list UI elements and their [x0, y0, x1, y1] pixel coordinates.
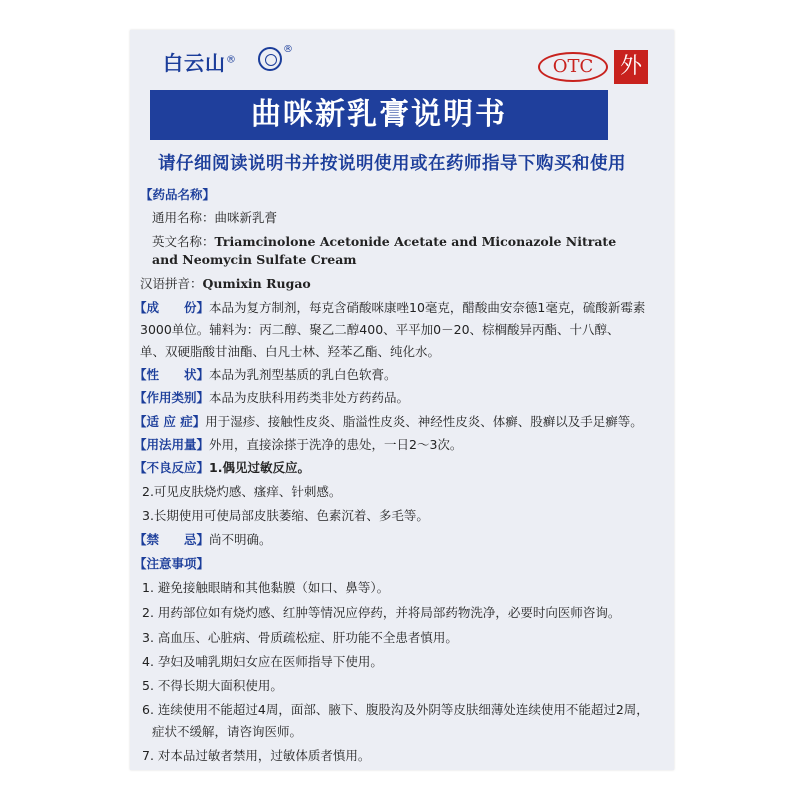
- precautions-heading: 【注意事项】: [134, 556, 210, 571]
- pinyin-row: 汉语拼音：Qumixin Rugao: [140, 276, 311, 291]
- otc-badge: OTC: [538, 52, 608, 82]
- precaution-item-5: 5. 不得长期大面积使用。: [142, 678, 283, 693]
- brand-name: 白云山: [163, 51, 226, 75]
- english-name-continued: and Neomycin Sulfate Cream: [152, 252, 357, 267]
- brand-logo: [163, 47, 237, 76]
- instruction-sheet: [130, 30, 674, 770]
- adverse-item-3: 3.长期使用可使局部皮肤萎缩、色素沉着、多毛等。: [142, 508, 429, 523]
- precaution-item-4: 4. 孕妇及哺乳期妇女应在医师指导下使用。: [142, 654, 383, 669]
- dosage-row: 【用法用量】外用，直接涂搽于洗净的患处，一日2～3次。: [134, 437, 463, 452]
- properties-row: 【性 状】本品为乳剂型基质的乳白色软膏。: [134, 367, 397, 382]
- composition-line-1: 【成 份】本品为复方制剂，每克含硝酸咪康唑10毫克，醋酸曲安奈德1毫克，硫酸新霉素: [134, 300, 646, 315]
- composition-line-2: 3000单位。辅料为：丙二醇、聚乙二醇400、平平加0－20、棕榈酸异丙酯、十八醇、: [140, 322, 620, 337]
- external-use-badge: 外: [614, 50, 648, 84]
- indications-row: 【适 应 症】用于湿疹、接触性皮炎、脂溢性皮炎、神经性皮炎、体癣、股癣以及手足癣等。: [134, 414, 643, 429]
- adverse-row: 【不良反应】1.偶见过敏反应。: [134, 460, 310, 475]
- precaution-item-2: 2. 用药部位如有烧灼感、红肿等情况应停药，并将局部药物洗净，必要时向医师咨询。: [142, 605, 621, 620]
- english-name-row: 英文名称：Triamcinolone Acetonide Acetate and Miconazole Nitrate: [152, 234, 617, 249]
- precaution-item-6: 6. 连续使用不能超过4周，面部、腋下、腹股沟及外阴等皮肤细薄处连续使用不能超过2周，: [142, 702, 649, 717]
- precaution-item-6-continued: 症状不缓解，请咨询医师。: [152, 724, 303, 739]
- composition-line-3: 单、双硬脂酸甘油酯、白凡士林、羟苯乙酯、纯化水。: [140, 344, 441, 359]
- precaution-item-1: 1. 避免接触眼睛和其他黏膜（如口、鼻等）。: [142, 580, 390, 595]
- section-drug-name-heading: 【药品名称】: [140, 187, 216, 202]
- usage-notice: 请仔细阅读说明书并按说明使用或在药师指导下购买和使用: [158, 154, 626, 174]
- generic-name-row: 通用名称：曲咪新乳膏: [152, 210, 278, 225]
- precaution-item-7: 7. 对本品过敏者禁用，过敏体质者慎用。: [142, 748, 371, 763]
- brand-registered-mark: ®: [226, 54, 237, 66]
- document-title: 曲咪新乳膏说明书: [150, 90, 608, 140]
- precaution-item-3: 3. 高血压、心脏病、骨质疏松症、肝功能不全患者慎用。: [142, 630, 458, 645]
- company-seal-icon: [258, 47, 282, 71]
- adverse-item-2: 2.可见皮肤烧灼感、瘙痒、针刺感。: [142, 484, 342, 499]
- seal-registered-mark: ®: [283, 44, 293, 55]
- category-row: 【作用类别】本品为皮肤科用药类非处方药药品。: [134, 390, 410, 405]
- contraindications-row: 【禁 忌】尚不明确。: [134, 532, 272, 547]
